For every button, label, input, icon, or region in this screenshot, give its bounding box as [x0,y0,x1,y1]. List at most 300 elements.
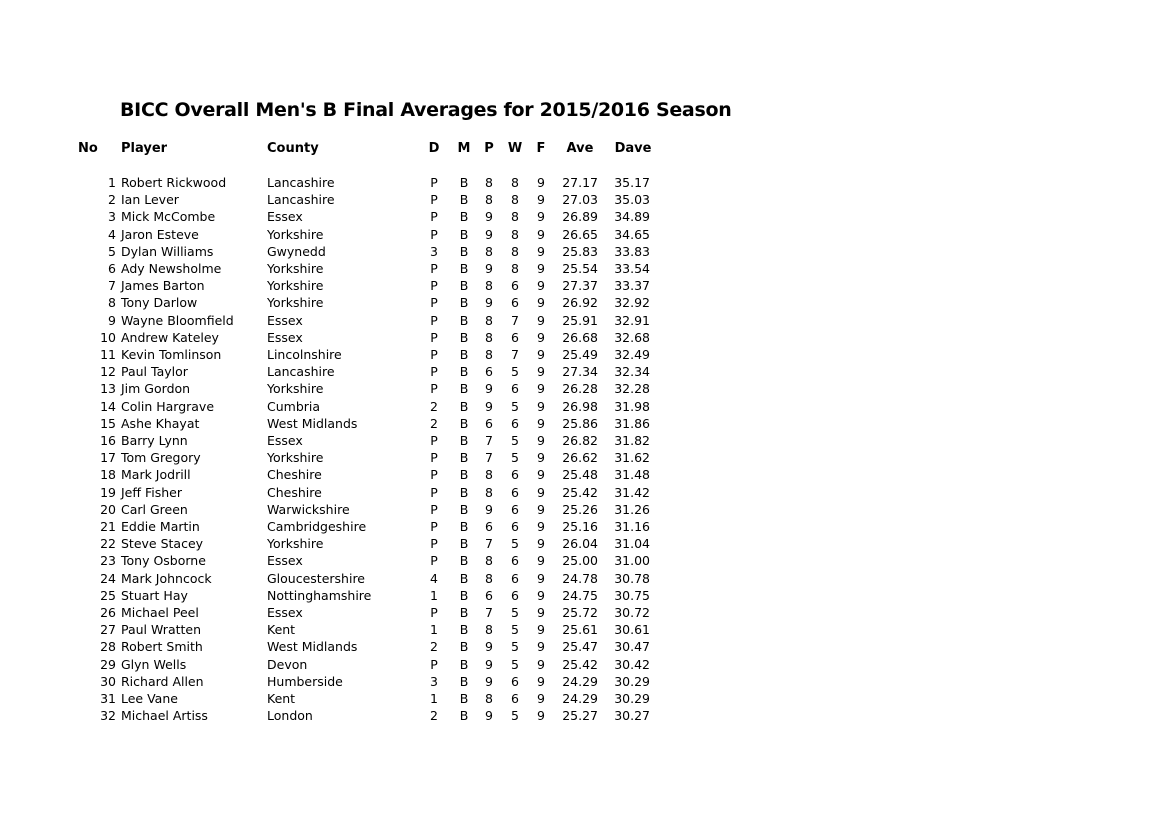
cell-player: Glyn Wells [121,656,187,672]
cell-no: 12 [100,364,116,380]
cell-county: Essex [267,209,303,225]
cell-no: 31 [100,691,116,706]
cell-dave: 31.26 [614,501,650,517]
cell-w: 5 [511,708,519,724]
cell-player: Ian Lever [121,192,179,208]
cell-m: B [459,622,469,638]
cell-player: Tony Osborne [121,553,206,569]
cell-f: 9 [537,519,545,534]
cell-no: 17 [100,450,116,466]
cell-county: Lancashire [267,192,335,208]
cell-no: 3 [108,209,116,225]
header-ave: Ave [566,141,594,156]
cell-f: 9 [537,209,545,225]
cell-ave: 27.37 [562,278,598,294]
cell-county: Lincolnshire [267,347,342,362]
cell-dave: 31.62 [614,450,650,466]
cell-d: P [430,484,438,500]
cell-f: 9 [537,467,545,483]
table-row [0,656,700,673]
cell-p: 8 [485,192,493,208]
cell-f: 9 [537,536,545,552]
cell-w: 8 [511,243,519,259]
cell-no: 29 [100,656,116,672]
cell-p: 6 [485,415,493,431]
cell-dave: 35.03 [614,192,650,208]
cell-f: 9 [537,398,545,414]
cell-d: 3 [430,673,438,689]
cell-p: 9 [485,381,493,397]
cell-m: B [459,226,469,242]
cell-m: B [459,192,469,208]
cell-player: Paul Wratten [121,622,202,638]
cell-ave: 25.83 [562,243,598,259]
cell-d: 2 [430,708,438,724]
cell-county: Lancashire [267,364,335,380]
cell-w: 6 [511,691,519,706]
cell-d: P [430,347,438,362]
cell-dave: 30.29 [614,691,650,706]
cell-player: Wayne Bloomfield [121,312,234,328]
cell-m: B [459,553,469,569]
cell-p: 8 [485,467,493,483]
cell-f: 9 [537,450,545,466]
table-row [0,621,700,638]
cell-no: 9 [108,312,116,328]
cell-d: P [430,312,438,328]
cell-no: 28 [100,639,116,655]
cell-county: Humberside [267,673,343,689]
cell-ave: 26.68 [562,329,598,345]
cell-ave: 26.62 [562,450,598,466]
cell-dave: 31.04 [614,536,650,552]
cell-m: B [459,708,469,724]
cell-f: 9 [537,347,545,362]
cell-no: 2 [108,192,116,208]
cell-w: 6 [511,278,519,294]
table-row [0,312,700,329]
cell-county: Yorkshire [267,226,324,242]
cell-m: B [459,415,469,431]
table-row [0,673,700,690]
cell-no: 19 [100,484,116,500]
table-row [0,501,700,518]
cell-d: P [430,209,438,225]
cell-player: Paul Taylor [121,364,188,380]
cell-p: 7 [485,536,493,552]
cell-no: 5 [108,243,116,259]
cell-dave: 30.75 [614,587,650,603]
header-dave: Dave [614,141,652,156]
cell-m: B [459,312,469,328]
table-row [0,570,700,587]
cell-county: Yorkshire [267,450,324,466]
cell-f: 9 [537,708,545,724]
cell-w: 5 [511,536,519,552]
cell-p: 9 [485,656,493,672]
table-row [0,363,700,380]
cell-ave: 26.92 [562,295,598,311]
cell-ave: 24.78 [562,570,598,586]
cell-player: Robert Rickwood [121,175,227,190]
cell-county: Yorkshire [267,536,324,552]
cell-m: B [459,605,469,620]
cell-w: 6 [511,673,519,689]
table-row [0,587,700,604]
cell-p: 9 [485,639,493,655]
cell-d: P [430,261,438,276]
cell-player: Jaron Esteve [121,226,199,242]
table-row [0,398,700,415]
header-no: No [78,141,98,156]
cell-no: 4 [108,226,116,242]
cell-ave: 25.54 [562,261,598,276]
cell-m: B [459,587,469,603]
cell-dave: 31.00 [614,553,650,569]
cell-player: Ashe Khayat [121,415,200,431]
cell-player: Andrew Kateley [121,329,219,345]
table-row [0,449,700,466]
cell-m: B [459,484,469,500]
header-county: County [267,141,319,156]
cell-f: 9 [537,587,545,603]
cell-ave: 27.17 [562,175,598,190]
cell-d: P [430,381,438,397]
cell-f: 9 [537,656,545,672]
cell-county: Devon [267,656,308,672]
cell-p: 7 [485,605,493,620]
cell-m: B [459,209,469,225]
cell-p: 8 [485,243,493,259]
cell-county: Kent [267,622,296,638]
cell-p: 7 [485,433,493,448]
table-row [0,638,700,655]
cell-player: Lee Vane [121,691,178,706]
cell-county: Essex [267,329,303,345]
cell-p: 6 [485,587,493,603]
cell-f: 9 [537,381,545,397]
cell-p: 6 [485,364,493,380]
cell-w: 6 [511,467,519,483]
cell-p: 9 [485,295,493,311]
cell-no: 13 [100,381,116,397]
cell-m: B [459,175,469,190]
cell-ave: 26.82 [562,433,598,448]
cell-dave: 32.28 [614,381,650,397]
cell-d: P [430,501,438,517]
cell-county: Gloucestershire [267,570,365,586]
cell-ave: 25.47 [562,639,598,655]
cell-w: 5 [511,398,519,414]
cell-d: P [430,656,438,672]
cell-ave: 25.16 [562,519,598,534]
cell-dave: 32.92 [614,295,650,311]
cell-f: 9 [537,673,545,689]
cell-d: P [430,536,438,552]
cell-f: 9 [537,278,545,294]
cell-dave: 30.78 [614,570,650,586]
cell-ave: 25.42 [562,484,598,500]
cell-county: Essex [267,553,303,569]
cell-w: 7 [511,347,519,362]
cell-p: 9 [485,261,493,276]
table-row [0,466,700,483]
cell-f: 9 [537,329,545,345]
table-row [0,432,700,449]
cell-no: 22 [100,536,116,552]
cell-p: 8 [485,278,493,294]
table-row [0,415,700,432]
cell-player: Stuart Hay [121,587,188,603]
cell-p: 9 [485,398,493,414]
cell-w: 5 [511,656,519,672]
page-title: BICC Overall Men's B Final Averages for 2015/2016 Season [120,99,732,121]
cell-p: 9 [485,673,493,689]
cell-player: Robert Smith [121,639,203,655]
cell-m: B [459,381,469,397]
cell-ave: 25.00 [562,553,598,569]
cell-county: Kent [267,691,296,706]
cell-no: 6 [108,261,116,276]
cell-dave: 30.61 [614,622,650,638]
cell-player: Jim Gordon [121,381,191,397]
table-row [0,484,700,501]
cell-player: Richard Allen [121,673,204,689]
cell-ave: 25.42 [562,656,598,672]
cell-ave: 25.91 [562,312,598,328]
cell-f: 9 [537,570,545,586]
cell-m: B [459,295,469,311]
cell-d: P [430,175,438,190]
table-row [0,277,700,294]
cell-no: 21 [100,519,116,534]
header-w: W [507,141,523,156]
cell-ave: 24.29 [562,673,598,689]
cell-f: 9 [537,261,545,276]
cell-m: B [459,656,469,672]
cell-m: B [459,433,469,448]
cell-f: 9 [537,175,545,190]
cell-no: 25 [100,587,116,603]
cell-w: 5 [511,605,519,620]
cell-no: 8 [108,295,116,311]
cell-m: B [459,691,469,706]
cell-player: Steve Stacey [121,536,204,552]
cell-player: Kevin Tomlinson [121,347,222,362]
header-f: F [536,141,546,156]
cell-county: Yorkshire [267,278,324,294]
cell-p: 6 [485,519,493,534]
cell-dave: 31.48 [614,467,650,483]
cell-county: Essex [267,433,303,448]
cell-dave: 32.91 [614,312,650,328]
cell-no: 14 [100,398,116,414]
cell-d: 1 [430,691,438,706]
cell-m: B [459,347,469,362]
table-row [0,707,700,724]
cell-county: Cheshire [267,484,322,500]
cell-p: 8 [485,312,493,328]
cell-p: 9 [485,226,493,242]
cell-dave: 32.49 [614,347,650,362]
cell-m: B [459,329,469,345]
header-p: P [484,141,494,156]
cell-county: Cheshire [267,467,322,483]
cell-no: 20 [100,501,116,517]
cell-county: Nottinghamshire [267,587,372,603]
cell-m: B [459,519,469,534]
cell-w: 8 [511,192,519,208]
cell-player: Mark Johncock [121,570,212,586]
cell-county: Yorkshire [267,261,324,276]
cell-ave: 26.89 [562,209,598,225]
cell-w: 5 [511,622,519,638]
cell-dave: 30.47 [614,639,650,655]
cell-d: 4 [430,570,438,586]
cell-d: P [430,433,438,448]
cell-player: Tom Gregory [121,450,201,466]
cell-no: 15 [100,415,116,431]
cell-m: B [459,536,469,552]
cell-p: 8 [485,329,493,345]
cell-dave: 30.27 [614,708,650,724]
cell-w: 8 [511,175,519,190]
cell-ave: 27.03 [562,192,598,208]
cell-dave: 32.34 [614,364,650,380]
cell-p: 8 [485,553,493,569]
cell-dave: 33.37 [614,278,650,294]
cell-county: London [267,708,313,724]
cell-w: 6 [511,295,519,311]
cell-f: 9 [537,295,545,311]
cell-player: Barry Lynn [121,433,188,448]
cell-player: James Barton [121,278,205,294]
table-row [0,518,700,535]
cell-player: Michael Artiss [121,708,208,724]
cell-no: 26 [100,605,116,620]
table-row [0,208,700,225]
table-row [0,380,700,397]
cell-d: P [430,364,438,380]
cell-county: Cambridgeshire [267,519,367,534]
cell-d: P [430,605,438,620]
table-row [0,174,700,191]
cell-d: P [430,519,438,534]
cell-county: Gwynedd [267,243,326,259]
cell-player: Mark Jodrill [121,467,191,483]
cell-player: Ady Newsholme [121,261,222,276]
cell-ave: 25.86 [562,415,598,431]
cell-p: 9 [485,209,493,225]
cell-dave: 35.17 [614,175,650,190]
cell-county: Yorkshire [267,381,324,397]
cell-w: 5 [511,639,519,655]
cell-m: B [459,467,469,483]
cell-p: 7 [485,450,493,466]
cell-county: Essex [267,312,303,328]
cell-w: 6 [511,587,519,603]
cell-d: P [430,329,438,345]
cell-player: Dylan Williams [121,243,214,259]
cell-f: 9 [537,226,545,242]
cell-no: 1 [108,175,116,190]
cell-p: 8 [485,484,493,500]
cell-no: 11 [100,347,116,362]
cell-player: Colin Hargrave [121,398,215,414]
cell-no: 16 [100,433,116,448]
cell-f: 9 [537,553,545,569]
cell-w: 5 [511,450,519,466]
cell-dave: 34.89 [614,209,650,225]
cell-w: 5 [511,433,519,448]
cell-no: 10 [100,329,116,345]
cell-w: 8 [511,209,519,225]
cell-player: Michael Peel [121,605,199,620]
cell-ave: 25.48 [562,467,598,483]
cell-no: 18 [100,467,116,483]
cell-no: 32 [100,708,116,724]
cell-m: B [459,673,469,689]
cell-county: West Midlands [267,639,358,655]
cell-p: 9 [485,708,493,724]
cell-county: Lancashire [267,175,335,190]
cell-w: 6 [511,484,519,500]
cell-county: Yorkshire [267,295,324,311]
cell-ave: 25.26 [562,501,598,517]
table-row [0,191,700,208]
cell-d: P [430,553,438,569]
cell-f: 9 [537,501,545,517]
cell-p: 8 [485,347,493,362]
cell-d: 2 [430,415,438,431]
table-row [0,690,700,707]
cell-m: B [459,278,469,294]
cell-ave: 25.72 [562,605,598,620]
table-row [0,604,700,621]
header-d: D [428,141,440,156]
cell-f: 9 [537,639,545,655]
cell-p: 8 [485,570,493,586]
cell-dave: 30.42 [614,656,650,672]
cell-dave: 31.42 [614,484,650,500]
cell-w: 6 [511,519,519,534]
cell-county: Essex [267,605,303,620]
cell-player: Mick McCombe [121,209,216,225]
cell-no: 7 [108,278,116,294]
cell-dave: 30.29 [614,673,650,689]
cell-f: 9 [537,622,545,638]
cell-d: 2 [430,398,438,414]
cell-m: B [459,243,469,259]
header-player: Player [121,141,168,156]
cell-w: 5 [511,364,519,380]
cell-no: 24 [100,570,116,586]
cell-player: Tony Darlow [121,295,198,311]
cell-f: 9 [537,364,545,380]
cell-dave: 33.83 [614,243,650,259]
cell-m: B [459,450,469,466]
cell-no: 27 [100,622,116,638]
cell-d: P [430,226,438,242]
cell-d: 1 [430,587,438,603]
cell-m: B [459,364,469,380]
cell-d: 3 [430,243,438,259]
cell-f: 9 [537,433,545,448]
cell-dave: 31.98 [614,398,650,414]
cell-p: 8 [485,691,493,706]
cell-f: 9 [537,691,545,706]
cell-p: 9 [485,501,493,517]
